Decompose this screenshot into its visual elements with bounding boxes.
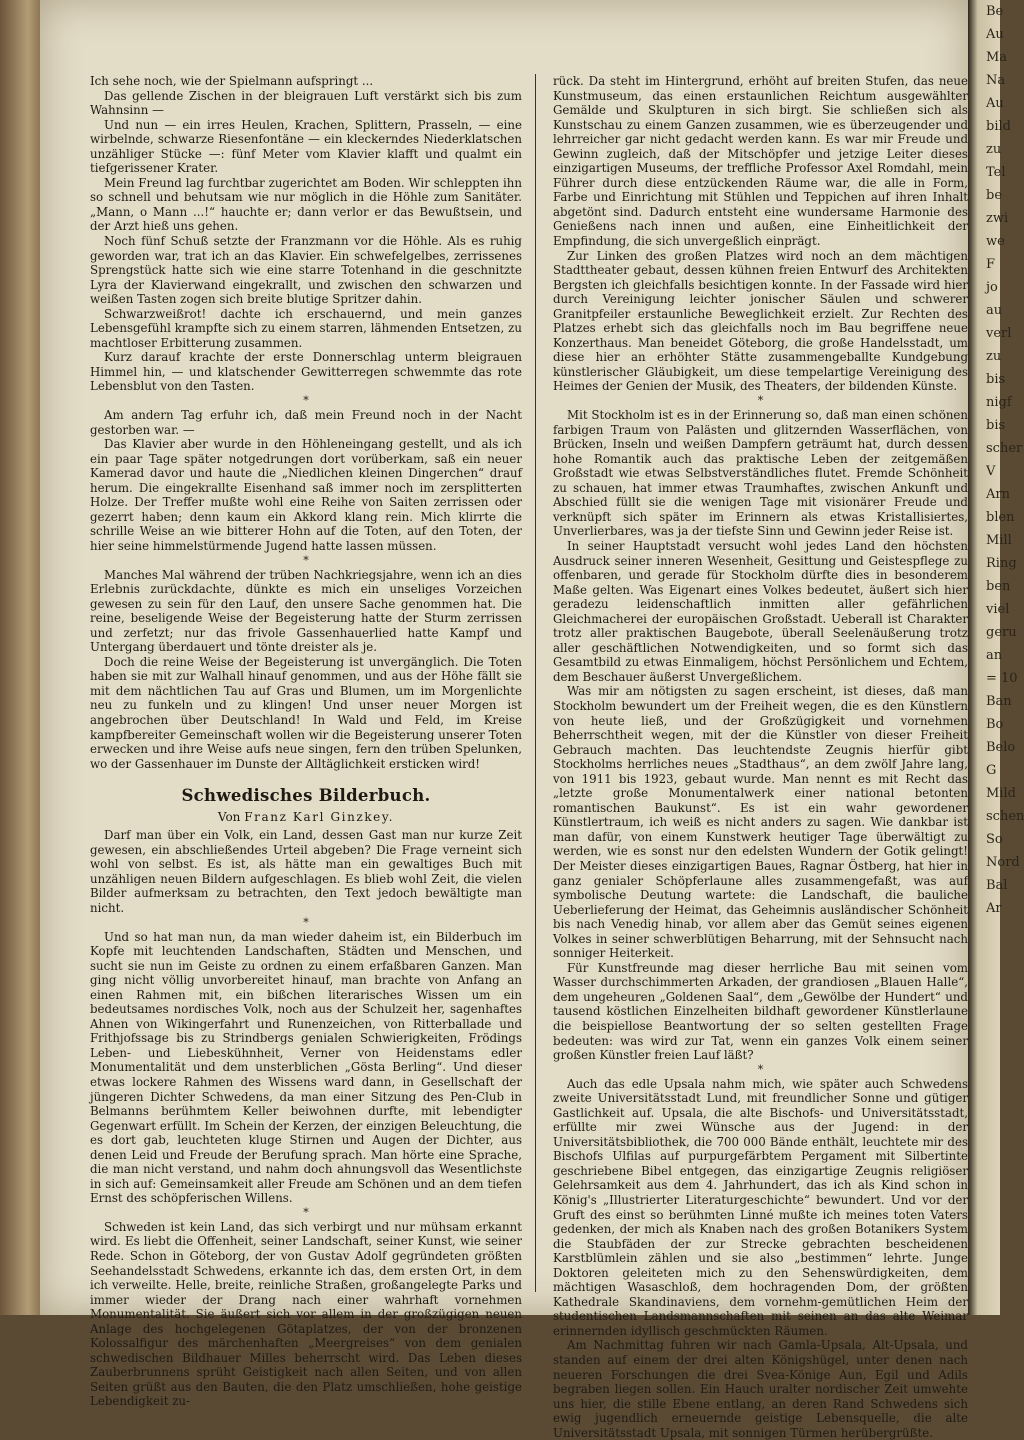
body-paragraph: Am Nachmittag fuhren wir nach Gamla-Upsala, Alt-Upsala, und standen auf einem der drei alten Königshügel, unter denen nach neueren Forschungen die drei Svea-Könige Aun, Egil und Adils begraben liegen sollen. Ein Hauch uralter nordischer Zeit umwehte uns hier, die stille Ebene entlang, an deren Rand Schwedens sich ewig jugendlich erneuernde geistige Lebensquelle, die alte Universitätsstadt Upsala, mit sonnigen Türmen herübergrüßte. [553,1338,968,1440]
body-paragraph: Schwarzweißrot! dachte ich erschauernd, und mein ganzes Lebensgefühl krampfte sich zu einem starren, lähmenden Entsetzen, zu machtloser Erbitterung zusammen. [90,306,522,350]
adjacent-page-fragment: F [986,257,996,272]
article-byline [90,810,522,825]
body-paragraph: Zur Linken des großen Platzes wird noch an dem mächtigen Stadttheater gebaut, dessen kühnen freien Entwurf des Architekten Bergsten ich gleichfalls besichtigen konnte. In der Fassade wird hier durch Vereinigung leichter jonischer Säulen und schwerer Granitpfeiler erstaunliche Beweglichkeit erzielt. Zur Rechten des Platzes erhebt sich das gleichfalls noch im Bau begriffene neue Konzerthaus. Man beneidet Göteborg, die große Handelsstadt, um diese hier an erhöhter Stätte zusammengeballte Kundgebung künstlerischer Gläubigkeit, um diese tempelartige Vereinigung des Heimes der Genien der Musik, des Theaters, der bildenden Künste. [553,248,968,394]
body-paragraph: Das Klavier aber wurde in den Höhleneingang gestellt, und als ich ein paar Tage später notgedrungen dort vorüberkam, saß ein neuer Kamerad davor und haute die „Niedlichen kleinen Dingerchen“ drauf herum. Die eingekrallte Eisenhand saß immer noch im zersplitterten Holze. Der Treffer mußte wohl eine Reihe von Saiten zerrissen oder gezerrt haben; denn kaum ein Akkord klang rein. Mich klirrte die schrille Weise an wie bitterer Hohn auf die Toten, auf den Toten, der hier seine himmelstürmende Jugend hatte lassen müssen. [90,437,522,553]
body-paragraph: Manches Mal während der trüben Nachkriegsjahre, wenn ich an dies Erlebnis zurückdachte, dünkte es mich ein unseliges Vorzeichen gewesen zu sein für den Lauf, den unsere Sache genommen hat. Die reine, beseligende Weise der Begeisterung hatte der Sturm zerrissen und zerfetzt; nur das frivole Gassenhauerlied hatte Kampf und Untergang überdauert und tönte dreister als je. [90,567,522,655]
adjacent-page-fragment: zu [986,142,1002,157]
adjacent-page-fragment: Nord [986,855,1020,870]
section-separator: * [303,394,309,408]
adjacent-page-fragment: Ban [986,694,1012,709]
body-paragraph: Doch die reine Weise der Begeisterung ist unvergänglich. Die Toten haben sie mit zur Walhall hinauf genommen, und aus der Höhe fällt sie mit dem nächtlichen Tau auf Gras und Blumen, um im Morgenlichte neu zu funkeln und zu klingen! Und unser neuer Morgen ist angebrochen über Deutschland! In Wald und Feld, im Kreise kampfbereiter Gemeinschaft wollen wir die Begeisterung unserer Toten erwecken und ihre Weise aufs neue singen, fern den trüben Spelunken, wo der Gassenhauer im Dunste der Alltäglichkeit ersticken wird! [90,654,522,771]
adjacent-page-fragment: ben [986,579,1011,594]
body-paragraph: Für Kunstfreunde mag dieser herrliche Bau mit seinen vom Wasser durchschimmerten Arkaden, der grandiosen „Blauen Halle“, dem ungeheuren „Goldenen Saal“, dem „Gewölbe der Hundert“ und tausend köstlichen Einzelheiten bildhaft gewordener Künstlerlaune die beispiellose Beantwortung der so selten gestellten Frage bedeuten: was wird zur Tat, wenn ein ganzes Volk einem seiner großen Künstler freien Lauf läßt? [553,960,968,1063]
adjacent-page-fragment: jo [986,280,998,295]
body-paragraph: Schweden ist kein Land, das sich verbirgt und nur mühsam erkannt wird. Es liebt die Offenheit, seiner Landschaft, seiner Kunst, wie seiner Rede. Schon in Göteborg, der von Gustav Adolf gegründeten größten Seehandelsstadt Schwedens, erkannte ich das, dem ersten Ort, in dem ich verweilte. Helle, breite, reinliche Straßen, großangelegte Parks und immer wieder der Drang nach einer wahrhaft vornehmen Monumentalität. Sie äußert sich vor allem in der großzügigen neuen Anlage des hochgelegenen Götaplatzes, der von der bronzenen Kolossalfigur des märchenhaften „Meergreises“ von dem genialen schwedischen Bildhauer Milles beherrscht wird. Das Leben dieses Zauberbrunnens sprüht Geistigkeit nach allen Seiten, und von allen Seiten grüßt aus den Bauten, die den Platz umschließen, hohe geistige Lebendigkeit zu- [90,1219,522,1409]
body-paragraph: Und so hat man nun, da man wieder daheim ist, ein Bilderbuch im Kopfe mit leuchtenden Landschaften, Städten und Menschen, und sucht sie nun im Geiste zu ordnen zu einem erfaßbaren Ganzen. Man ging nicht völlig unvorbereitet hinauf, man brachte von Anfang an einen Rahmen mit, ein bißchen literarisches Wissen um ein bedeutsames nordisches Volk, noch aus der Schulzeit her, sagenhaftes Ahnen von Wikingerfahrt und Runenzeichen, von Ritterballade und Frithjofssage bis zu Strindbergs genialen Schwierigkeiten, Frödings Leben- und Liebeskühnheit, Verner von Heidenstams edler Monumentalität und dem unsterblichen „Gösta Berling“. Und dieser etwas lockere Rahmen des Wissens ward dann, in Gesellschaft der jüngeren Dichter Schwedens, da man einer Sitzung des Pen-Club in Belmanns berühmtem Keller beiwohnen durfte, mit lebendigter Gegenwart erfüllt. Im Schein der Kerzen, der einzigen Beleuchtung, die es dort gab, leuchteten kluge Stirnen und Augen der Dichter, aus denen Leid und Freude der Berufung sprach. Man hörte eine Sprache, die man nicht verstand, und nahm doch ahnungsvoll das Wesentlichste in sich auf: Gemeinsamkeit aller Freude am Schönen und an dem tiefen Ernst des schöpferischen Willens. [90,929,522,1206]
adjacent-page-fragment: Mill [986,533,1012,548]
section-separator: * [303,1205,309,1219]
body-paragraph: In seiner Hauptstadt versucht wohl jedes Land den höchsten Ausdruck seiner inneren Wesenheit, Gesittung und Geistespflege zu offenbaren, und gerade für Stockholm dürfte dies in besonderem Maße gelten. Was Eigenart eines Volkes bedeutet, äußert sich hier geradezu leidenschaftlich inmitten aller gefährlichen Gleichmacherei der europäischen Großstadt. Ueberall ist Charakter trotz aller praktischen Baugebote, überall Seelenäußerung trotz aller geschäftlichen Notwendigkeiten, und so formt sich das Gesamtbild zu etwas Einmaligem, höchst Persönlichem und Echtem, dem Beschauer äußerst Unvergeßlichem. [553,538,968,684]
adjacent-page-fragment: = 10 [986,671,1018,686]
body-paragraph: rück. Da steht im Hintergrund, erhöht auf breiten Stufen, das neue Kunstmuseum, das einen erstaunlichen Reichtum ausgewählter Gemälde und Skulpturen in sich birgt. Sie schließen sich als Kunstschau zu einem Ganzen zusammen, wie es überzeugender und lehrreicher gar nicht gedacht werden kann. Es war mir Freude und Gewinn zugleich, daß der Mitschöpfer und jetzige Leiter dieses einzigartigen Museums, der treffliche Professor Axel Romdahl, mein Führer durch diese entzückenden Räume war, die alle in Form, Farbe und Einrichtung mit Stühlen und Teppichen auf ihren Inhalt abgetönt sind. Dadurch entsteht eine wundersame Harmonie des Genießens nach innen und außen, eine Einheitlichkeit der Empfindung, die sich unvergeßlich einprägt. [553,74,968,249]
adjacent-page-fragment: be [986,188,1003,203]
body-paragraph: Und nun — ein irres Heulen, Krachen, Splittern, Prasseln, — eine wirbelnde, schwarze Riesenfontäne — ein kleckerndes Niederklatschen unzähliger Stücke —: fünf Meter vom Klavier klafft und qualmt ein tiefgerissener Krater. [90,117,522,176]
adjacent-page-fragment: V [986,464,996,479]
adjacent-page-fragment: Na [986,73,1006,88]
adjacent-page-fragment: Belo [986,740,1016,755]
adjacent-page-fragment: au [986,303,1003,318]
byline-author: Franz Karl Ginzkey. [244,809,395,824]
body-paragraph: Darf man über ein Volk, ein Land, dessen Gast man nur kurze Zeit gewesen, ein abschließendes Urteil abgeben? Die Frage verneint sich wohl von selbst. Es ist, als hätte man ein gewaltiges Buch mit unzähligen neuen Bildern aufgeschlagen. Es blieb wohl Zeit, die vielen Bilder aufmerksam zu betrachten, den Text jedoch bewältigte man nicht. [90,828,522,915]
left-column [90,74,522,1409]
adjacent-page-fragment: Mild [986,786,1016,801]
adjacent-page-fragment: So [986,832,1003,847]
body-paragraph: Was mir am nötigsten zu sagen erscheint, ist dieses, daß man Stockholm bewundert um der Freiheit wegen, die es den Künstlern von heute ließ, und der Großzügigkeit und vornehmen Beherrschtheit wegen, mit der die Künstler von dieser Freiheit Gebrauch machten. Das leuchtendste Zeugnis hierfür gibt Stockholms herrliches neues „Stadthaus“, an dem zwölf Jahre lang, von 1911 bis 1923, gebaut wurde. Man nennt es mit Recht das „letzte große Monumentalwerk einer national betonten romantischen Baukunst“. Es ist ein wahr gewordener Künstlertraum, ich weiß es nicht anders zu sagen. Wie dankbar ist man dafür, von einem Kunstwerk heutiger Tage überwältigt zu werden, wie es sonst nur den edelsten Wundern der Gotik gelingt! Der Meister dieses einzigartigen Baues, Ragnar Östberg, hat hier in ganz genialer Schöpferlaune alles zusammengefaßt, was auf symbolische Deutung wartete: die Landschaft, die bauliche Ueberlieferung der Heimat, das Geheimnis ausländischer Schönheit bis nach Venedig hinab, vor allem aber das Gemüt seines eigenen Volkes in seiner schwerblütigen Beharrung, mit der Sehnsucht nach sonniger Heiterkeit. [553,684,968,961]
adjacent-page-fragment: nigf [986,395,1012,410]
adjacent-page-fragment: Bal [986,878,1008,893]
body-paragraph: Am andern Tag erfuhr ich, daß mein Freund noch in der Nacht gestorben war. — [90,408,522,437]
adjacent-page-fragment: G [986,763,997,778]
adjacent-page-fragment: schen [986,809,1024,824]
section-separator: * [757,394,764,408]
adjacent-page-fragment: geru [986,625,1017,640]
adjacent-page-fragment: verl [986,326,1012,341]
adjacent-page-fragment: Au [986,96,1004,111]
adjacent-page-fragment: Arn [986,487,1010,502]
body-paragraph: Mit Stockholm ist es in der Erinnerung so, daß man einen schönen farbigen Traum von Palästen und glitzernden Wasserflächen, von Brücken, Inseln und weißen Dampfern geträumt hat, durch dessen hohe Romantik auch das praktische Leben der zeitgemäßen Großstadt wie etwas Selbstverständliches flutet. Fremde Schönheit zu schauen, hat immer etwas Traumhaftes, zwischen Ankunft und Abschied füllt sie die wenigen Tage mit visionärer Freude und verknüpft sich später im Erinnern als etwas Kristallisiertes, Unverlierbares, was ja der tiefste Sinn und Gewinn jeder Reise ist. [553,408,968,539]
adjacent-page-fragment: Tel [986,165,1006,180]
adjacent-page-fragment: blen [986,510,1015,525]
adjacent-page-fragment: Ar [986,901,1002,916]
adjacent-page-fragment: zwi [986,211,1009,226]
column-divider [535,74,536,1292]
section-separator: * [757,1062,764,1076]
adjacent-page-fragment: scher [986,441,1023,456]
body-paragraph: Kurz darauf krachte der erste Donnerschlag unterm bleigrauen Himmel hin, — und klatschender Gewitterregen schwemmte das rote Lebensblut von den Tasten. [90,350,522,394]
adjacent-page-fragment: bis [986,418,1006,433]
adjacent-page-fragment: zu [986,349,1002,364]
section-separator: * [303,553,309,567]
body-paragraph: Auch das edle Upsala nahm mich, wie später auch Schwedens zweite Universitätsstadt Lund, mit freundlicher Sonne und gütiger Gastlichkeit auf. Upsala, die alte Bischofs- und Universitätsstadt, erfüllte mir zwei Wünsche aus der Jugend: in der Universitätsbibliothek, die 700 000 Bände enthält, leuchtete mir des Bischofs Ulfilas auf purpurgefärbtem Pergament mit Silbertinte geschriebene Bibel entgegen, das einzigartige Zeugnis religiöser Gelehrsamkeit aus dem 4. Jahrhundert, das ich als Kind schon in König's „Illustrierter Literaturgeschichte“ bewundert. Und vor der Gruft des einst so berühmten Linné mußte ich meines toten Vaters gedenken, der mich als Knaben nach des großen Botanikers System die Staubfäden der zur Strecke gebrachten bescheidenen Karstblümlein zählen und sie also „bestimmen“ lehrte. Junge Doktoren geleiteten mich zu den Sehenswürdigkeiten, dem mächtigen Wasaschloß, dem hochragenden Dom, der größten Kathedrale Skandinaviens, dem vornehm-gemütlichen Heim der studentischen Landsmannschaften mit seinen an das alte Weimar erinnernden idyllisch geschmückten Räumen. [553,1076,968,1338]
adjacent-page-fragment: Bo [986,717,1004,732]
book-binding [0,0,40,1315]
article-title: Schwedisches Bilderbuch. [181,786,431,806]
section-separator: * [303,915,309,929]
adjacent-page-fragment: bis [986,372,1006,387]
body-paragraph: Mein Freund lag furchtbar zugerichtet am Boden. Wir schleppten ihn so schnell und behutsam wie nur möglich in die Höhle zum Sanitäter. „Mann, o Mann ...!“ hauchte er; dann verlor er das Bewußtsein, und der Arzt hieß uns gehen. [90,175,522,234]
adjacent-page-fragment: we [986,234,1005,249]
body-paragraph: Noch fünf Schuß setzte der Franzmann vor die Höhle. Als es ruhig geworden war, trat ich an das Klavier. Ein schwefelgelbes, zerrissenes Sprengstück hatte sich wie eine starre Totenhand in die geschnitzte Lyra der Klavierwand eingekrallt, und zwischen den schwarzen und weißen Tasten zogen sich breite blutige Spritzer dahin. [90,234,522,307]
adjacent-page-fragment: viel [986,602,1010,617]
adjacent-page-fragment: bild [986,119,1011,134]
body-paragraph: Das gellende Zischen in der bleigrauen Luft verstärkt sich bis zum Wahnsinn — [90,88,522,118]
adjacent-page-fragment: Au [986,27,1004,42]
right-column [553,74,968,1440]
adjacent-page-fragment: Ma [986,50,1008,65]
adjacent-page-fragment: an [986,648,1003,663]
adjacent-page-fragment: Be [986,4,1004,19]
adjacent-page-fragment: Ring [986,556,1017,571]
body-paragraph: Ich sehe noch, wie der Spielmann aufspringt ... [90,74,374,88]
adjacent-page-edge [968,0,1024,1315]
byline-prefix: Von [217,809,241,824]
